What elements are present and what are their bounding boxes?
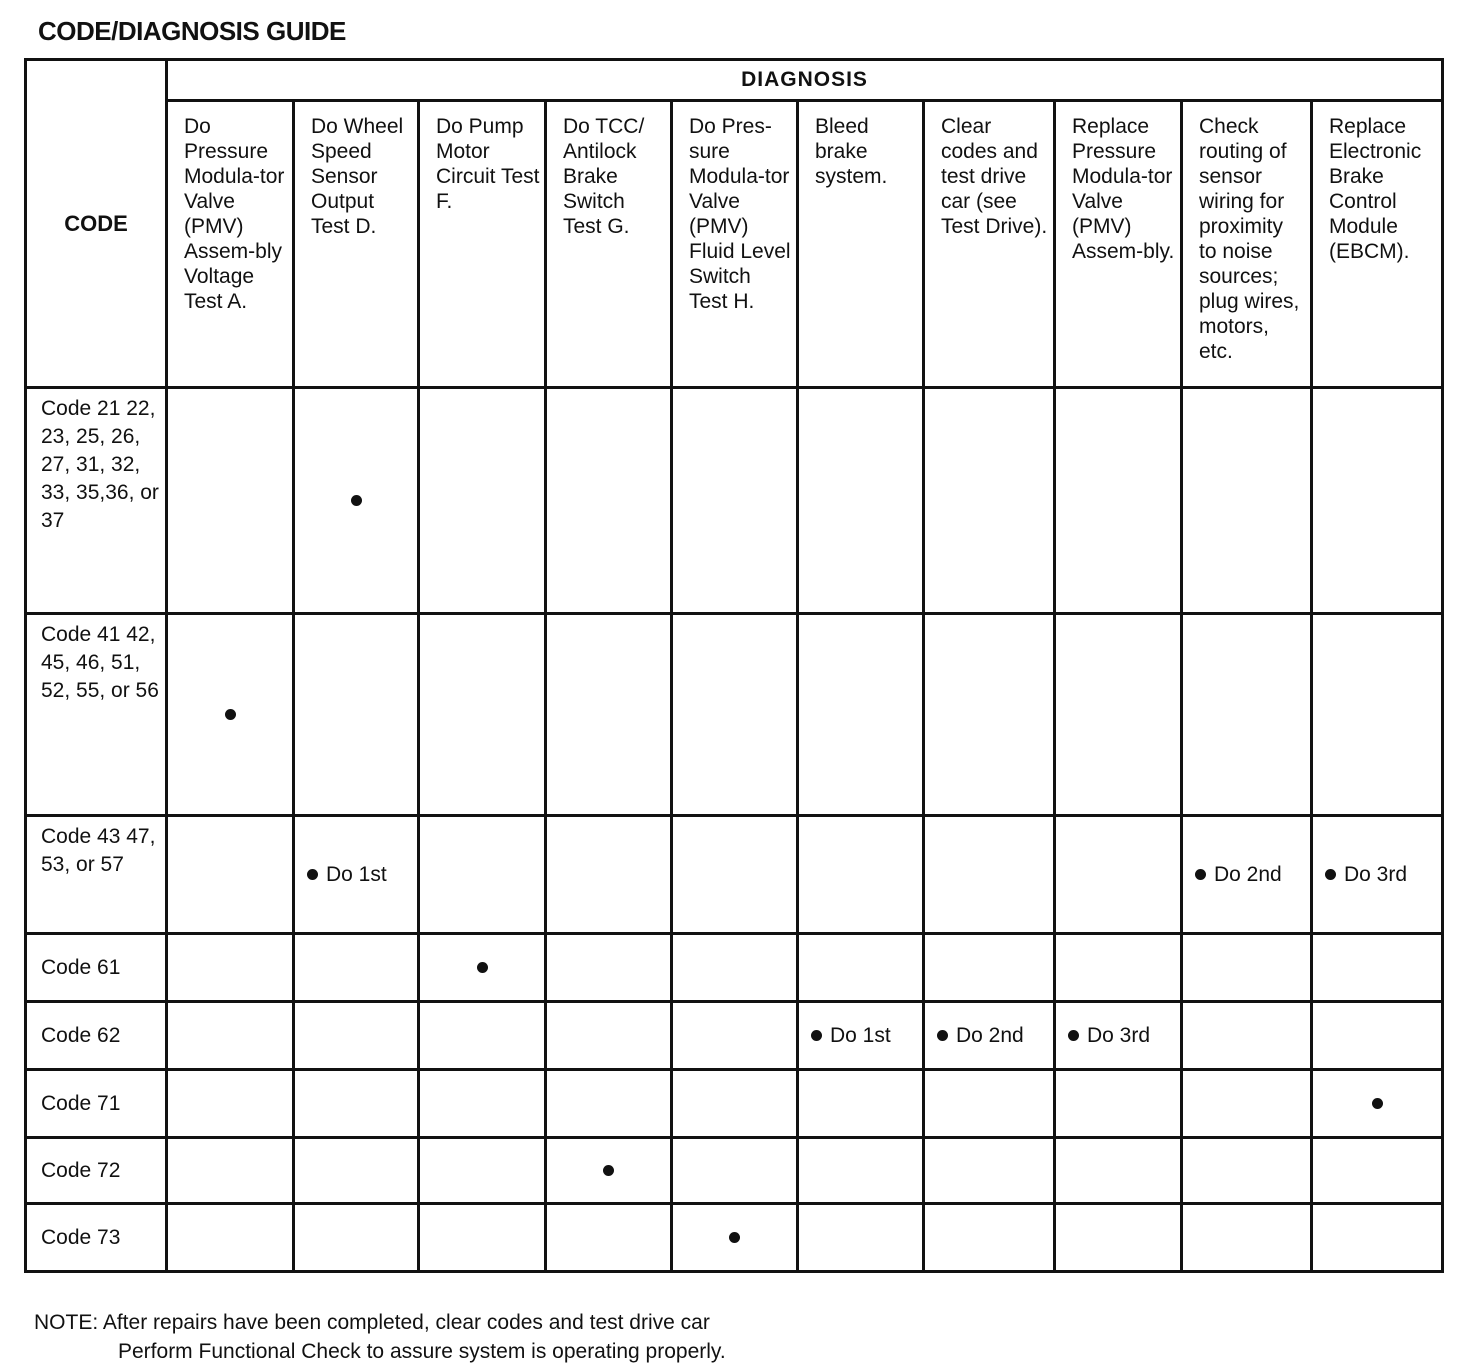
diagnosis-cell [1182,1204,1312,1272]
diagnosis-cell [546,388,672,614]
diagnosis-cell [419,1138,546,1204]
diagnosis-cell [167,1138,294,1204]
diagnosis-cell [924,614,1055,816]
diagnosis-cell [294,934,419,1002]
diagnosis-cell [1182,388,1312,614]
diagnosis-cell [1312,1138,1443,1204]
diagnosis-cell [1182,1002,1312,1070]
diagnosis-cell [167,1070,294,1138]
bullet-icon [729,1232,740,1243]
bullet-icon [811,1030,822,1041]
diagnosis-cell [167,614,294,816]
diagnosis-cell [419,614,546,816]
bullet-icon [477,962,488,973]
diagnosis-cell [294,816,419,934]
code-cell: Code 72 [26,1138,167,1204]
diagnosis-cell [419,816,546,934]
diagnosis-column-header: Bleed brake system. [798,101,924,388]
diagnosis-cell [1182,934,1312,1002]
diagnosis-cell [546,614,672,816]
diagnosis-cell [1312,614,1443,816]
diagnosis-table [24,58,1444,1273]
diagnosis-cell [798,1138,924,1204]
note-line-1: NOTE: After repairs have been completed, clear codes and test drive car [34,1311,710,1334]
diagnosis-cell [1312,1002,1443,1070]
bullet-icon [307,869,318,880]
diagnosis-cell [1182,1138,1312,1204]
diagnosis-cell [924,1204,1055,1272]
diagnosis-cell [672,388,798,614]
code-cell: Code 21 22, 23, 25, 26, 27, 31, 32, 33, 35,36, or 37 [26,388,167,614]
diagnosis-cell [1055,1138,1182,1204]
bullet-icon [1068,1030,1079,1041]
diagnosis-cell [672,1002,798,1070]
diagnosis-cell [672,1204,798,1272]
diagnosis-cell [798,934,924,1002]
page-title: CODE/DIAGNOSIS GUIDE [38,16,346,46]
diagnosis-cell [167,1002,294,1070]
diagnosis-cell [672,1070,798,1138]
diagnosis-cell [419,388,546,614]
code-cell: Code 43 47, 53, or 57 [26,816,167,934]
diagnosis-cell [924,816,1055,934]
diagnosis-cell [672,816,798,934]
step-order-label: Do 1st [326,862,387,886]
diagnosis-cell [167,816,294,934]
diagnosis-cell [546,934,672,1002]
bullet-icon [937,1030,948,1041]
diagnosis-cell [1055,816,1182,934]
diagnosis-cell [1182,1070,1312,1138]
diagnosis-cell [1055,388,1182,614]
footer-note [34,1308,726,1366]
code-column-header: CODE [26,60,167,388]
table-row [26,1002,1443,1070]
diagnosis-cell [546,1204,672,1272]
diagnosis-cell [294,1070,419,1138]
diagnosis-cell [1312,934,1443,1002]
diagnosis-column-header: Replace Electronic Brake Control Module (EBCM). [1312,101,1443,388]
diagnosis-cell [798,614,924,816]
bullet-icon [1195,869,1206,880]
diagnosis-cell [1312,816,1443,934]
table-row [26,614,1443,816]
table-row [26,388,1443,614]
diagnosis-column-header: Do Pump Motor Circuit Test F. [419,101,546,388]
diagnosis-column-header: Check routing of sensor wiring for proximity to noise sources; plug wires, motors, etc. [1182,101,1312,388]
diagnosis-cell [924,934,1055,1002]
diagnosis-cell [798,1070,924,1138]
diagnosis-cell [1055,1002,1182,1070]
code-cell: Code 62 [26,1002,167,1070]
diagnosis-cell [419,1070,546,1138]
diagnosis-column-header: Do Wheel Speed Sensor Output Test D. [294,101,419,388]
table-row [26,1138,1443,1204]
diagnosis-cell [294,1138,419,1204]
diagnosis-column-header: Do Pres-sure Modula-tor Valve (PMV) Fluid Level Switch Test H. [672,101,798,388]
bullet-icon [225,709,236,720]
diagnosis-cell [798,388,924,614]
table-row [26,934,1443,1002]
diagnosis-cell [1055,934,1182,1002]
diagnosis-cell [546,1070,672,1138]
diagnosis-cell [1055,614,1182,816]
code-cell: Code 73 [26,1204,167,1272]
diagnosis-cell [1055,1070,1182,1138]
diagnosis-cell [294,614,419,816]
step-order-label: Do 3rd [1087,1023,1151,1047]
diagnosis-column-header: Do TCC/ Antilock Brake Switch Test G. [546,101,672,388]
bullet-icon [1325,869,1336,880]
diagnosis-cell [924,1070,1055,1138]
diagnosis-cell [167,388,294,614]
diagnosis-cell [798,1002,924,1070]
step-order-label: Do 3rd [1344,862,1408,886]
diagnosis-cell [924,1138,1055,1204]
diagnosis-cell [672,1138,798,1204]
bullet-icon [1372,1098,1383,1109]
diagnosis-cell [1312,1070,1443,1138]
table-row [26,1070,1443,1138]
diagnosis-cell [419,934,546,1002]
note-line-2: Perform Functional Check to assure system is operating properly. [118,1340,726,1363]
diagnosis-cell [1312,1204,1443,1272]
step-order-label: Do 2nd [956,1023,1024,1047]
bullet-icon [603,1165,614,1176]
diagnosis-column-header: Replace Pressure Modula-tor Valve (PMV) Assem-bly. [1055,101,1182,388]
diagnosis-cell [1182,614,1312,816]
code-cell: Code 61 [26,934,167,1002]
bullet-icon [351,495,362,506]
diagnosis-cell [546,1138,672,1204]
diagnosis-cell [294,1204,419,1272]
diagnosis-cell [1055,1204,1182,1272]
diagnosis-cell [1312,388,1443,614]
diagnosis-cell [419,1002,546,1070]
diagnosis-cell [924,388,1055,614]
step-order-label: Do 1st [830,1023,891,1047]
diagnosis-cell [672,614,798,816]
diagnosis-header: DIAGNOSIS [167,60,1443,101]
table-row [26,1204,1443,1272]
code-cell: Code 41 42, 45, 46, 51, 52, 55, or 56 [26,614,167,816]
diagnosis-cell [798,816,924,934]
diagnosis-cell [419,1204,546,1272]
diagnosis-cell [546,1002,672,1070]
step-order-label: Do 2nd [1214,862,1282,886]
diagnosis-cell [672,934,798,1002]
code-cell: Code 71 [26,1070,167,1138]
diagnosis-cell [167,934,294,1002]
diagnosis-cell [924,1002,1055,1070]
diagnosis-cell [1182,816,1312,934]
diagnosis-column-header: Do Pressure Modula-tor Valve (PMV) Assem-bly Voltage Test A. [167,101,294,388]
diagnosis-column-header: Clear codes and test drive car (see Test Drive). [924,101,1055,388]
table-row [26,816,1443,934]
diagnosis-cell [294,388,419,614]
diagnosis-cell [167,1204,294,1272]
diagnosis-cell [798,1204,924,1272]
diagnosis-cell [546,816,672,934]
diagnosis-cell [294,1002,419,1070]
